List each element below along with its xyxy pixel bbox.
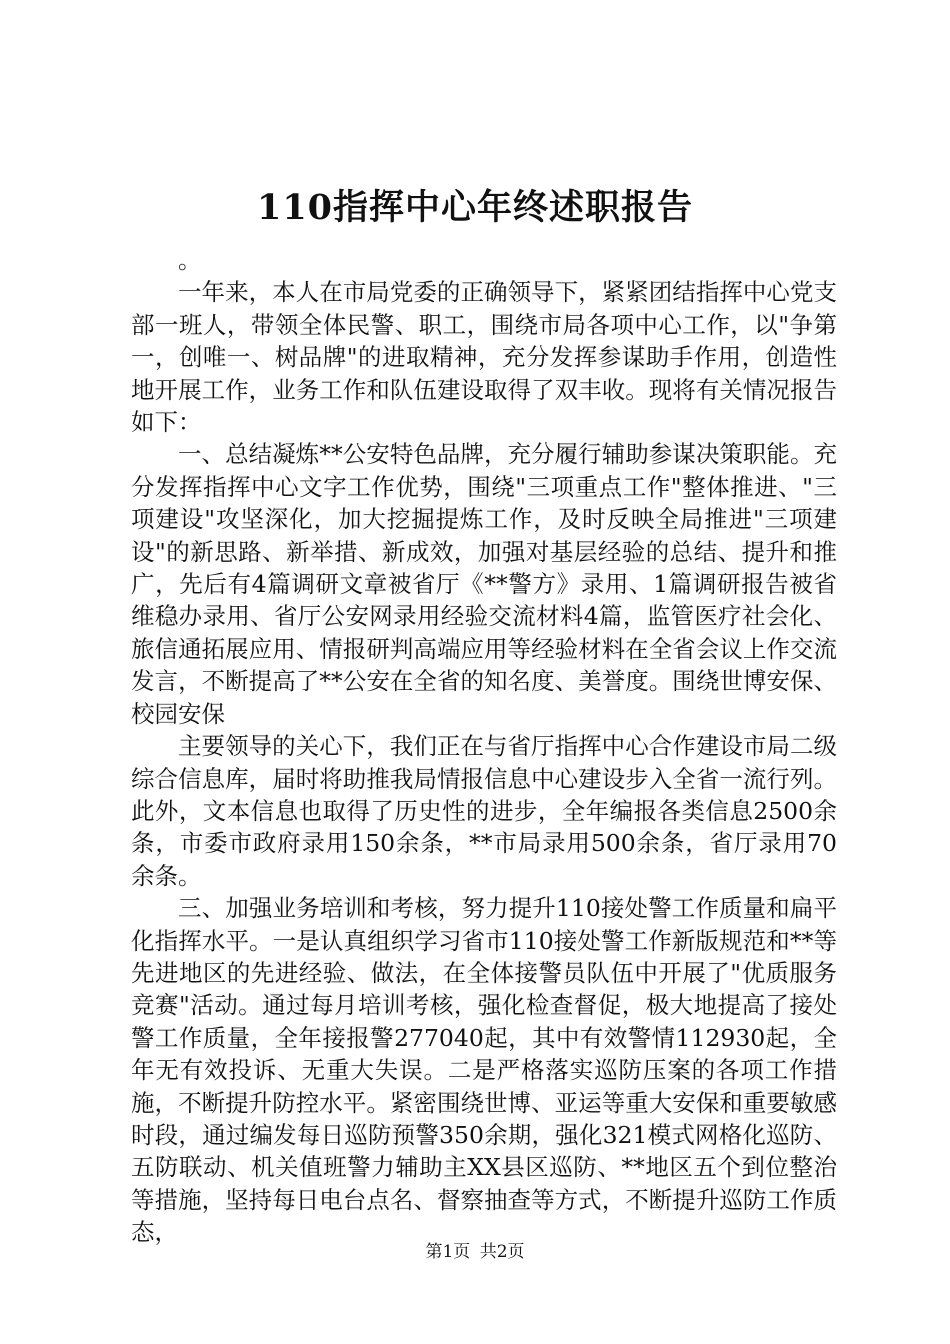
document-title: 110指挥中心年终述职报告	[256, 187, 694, 228]
paragraph-1: 一年来，本人在市局党委的正确领导下，紧紧团结指挥中心党支部一班人，带领全体民警、职工，围绕市局各项中心工作，以"争第一，创唯一、树品牌"的进取精神，充分发挥参谋助手作用，创造性地开展工作，业务工作和队伍建设取得了双丰收。现将有关情况报告如下：	[131, 278, 837, 437]
paragraph-0: 。	[178, 246, 202, 274]
paragraph-2: 一、总结凝炼**公安特色品牌，充分履行辅助参谋决策职能。充分发挥指挥中心文字工作优势，围绕"三项重点工作"整体推进、"三项建设"攻坚深化，加大挖掘提炼工作，及时反映全局推进"三项建设"的新思路、新举措、新成效，加强对基层经验的总结、提升和推广，先后有4篇调研文章被省厅《**警方》录用、1篇调研报告被省维稳办录用、省厅公安网录用经验交流材料4篇，监管医疗社会化、旅信通拓展应用、情报研判高端应用等经验材料在全省会议上作交流发言，不断提高了**公安在全省的知名度、美誉度。围绕世博安保、校园安保	[131, 440, 837, 728]
paragraph-4: 三、加强业务培训和考核，努力提升110接处警工作质量和扁平化指挥水平。一是认真组织学习省市110接处警工作新版规范和**等先进地区的先进经验、做法，在全体接警员队伍中开展了"优质服务竞赛"活动。通过每月培训考核，强化检查督促，极大地提高了接处警工作质量，全年接报警277040起，其中有效警情112930起，全年无有效投诉、无重大失误。二是严格落实巡防压案的各项工作措施，不断提升防控水平。紧密围绕世博、亚运等重大安保和重要敏感时段，通过编发每日巡防预警350余期，强化321模式网格化巡防、五防联动、机关值班警力辅助主XX县区巡防、**地区五个到位整治等措施，坚持每日电台点名、督察抽查等方式，不断提升巡防工作质态，	[131, 894, 837, 1247]
paragraph-3: 主要领导的关心下，我们正在与省厅指挥中心合作建设市局二级综合信息库，届时将助推我局情报信息中心建设步入全省一流行列。此外，文本信息也取得了历史性的进步，全年编报各类信息2500余条，市委市政府录用150余条，**市局录用500余条，省厅录用70余条。	[131, 732, 837, 890]
page-indicator: 第1页 共2页	[425, 1242, 525, 1262]
document-body	[131, 244, 837, 1249]
